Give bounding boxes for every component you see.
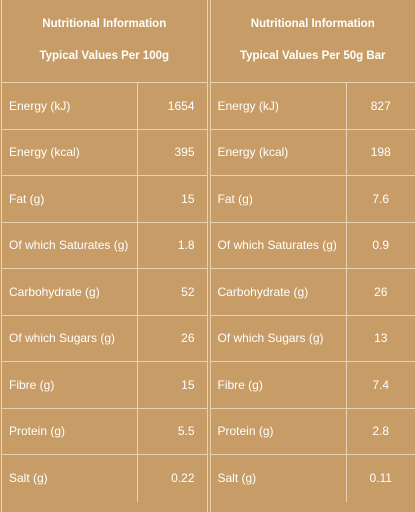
row-value: 2.8 [372, 424, 390, 439]
table-row [2, 176, 207, 223]
table-rows [211, 83, 416, 502]
row-label: Salt (g) [211, 455, 347, 502]
row-value: 15 [181, 191, 195, 206]
row-label: Carbohydrate (g) [2, 269, 138, 315]
table-subtitle: Typical Values Per 50g Bar [239, 50, 386, 62]
row-label: Carbohydrate (g) [211, 269, 347, 315]
row-label: Energy (kJ) [2, 83, 138, 129]
nutrition-table-per-bar [210, 0, 416, 512]
table-header [211, 0, 416, 83]
table-row [2, 362, 207, 409]
table-row [2, 455, 207, 502]
table-row [2, 269, 207, 316]
row-label: Of which Saturates (g) [2, 223, 138, 269]
table-title: Nutritional Information [250, 18, 375, 30]
table-row [2, 316, 207, 363]
table-row [211, 269, 416, 316]
row-value: 198 [370, 145, 391, 160]
table-row [211, 409, 416, 456]
row-label: Fat (g) [211, 176, 347, 222]
row-value: 0.22 [171, 471, 195, 486]
row-label: Of which Sugars (g) [2, 316, 138, 362]
table-row [2, 223, 207, 270]
row-value: 1.8 [177, 238, 195, 253]
row-label: Energy (kcal) [211, 130, 347, 176]
table-rows [2, 83, 207, 502]
table-header [2, 0, 207, 83]
table-row [211, 223, 416, 270]
row-value: 7.6 [372, 191, 390, 206]
row-label: Protein (g) [211, 409, 347, 455]
table-row [2, 83, 207, 130]
table-subtitle: Typical Values Per 100g [39, 50, 170, 62]
row-label: Of which Saturates (g) [211, 223, 347, 269]
row-value: 52 [181, 284, 195, 299]
row-value: 0.11 [369, 471, 392, 486]
row-label: Salt (g) [2, 455, 138, 502]
row-label: Fibre (g) [211, 362, 347, 408]
row-label: Energy (kcal) [2, 130, 138, 176]
row-label: Of which Sugars (g) [211, 316, 347, 362]
row-value: 26 [374, 284, 388, 299]
table-row [211, 83, 416, 130]
table-row [211, 362, 416, 409]
table-row [211, 130, 416, 177]
row-value: 13 [374, 331, 388, 346]
row-label: Fat (g) [2, 176, 138, 222]
row-value: 1654 [167, 98, 195, 113]
table-row [211, 176, 416, 223]
row-value: 5.5 [177, 424, 195, 439]
row-value: 26 [181, 331, 195, 346]
table-row [211, 455, 416, 502]
row-value: 395 [174, 145, 195, 160]
row-label: Fibre (g) [2, 362, 138, 408]
row-value: 827 [370, 98, 391, 113]
row-label: Energy (kJ) [211, 83, 347, 129]
table-row [211, 316, 416, 363]
table-row [2, 130, 207, 177]
table-title: Nutritional Information [42, 18, 167, 30]
table-row [2, 409, 207, 456]
row-value: 7.4 [372, 377, 390, 392]
nutrition-table-per-100g [1, 0, 208, 512]
row-value: 15 [181, 377, 195, 392]
row-value: 0.9 [372, 238, 390, 253]
row-label: Protein (g) [2, 409, 138, 455]
